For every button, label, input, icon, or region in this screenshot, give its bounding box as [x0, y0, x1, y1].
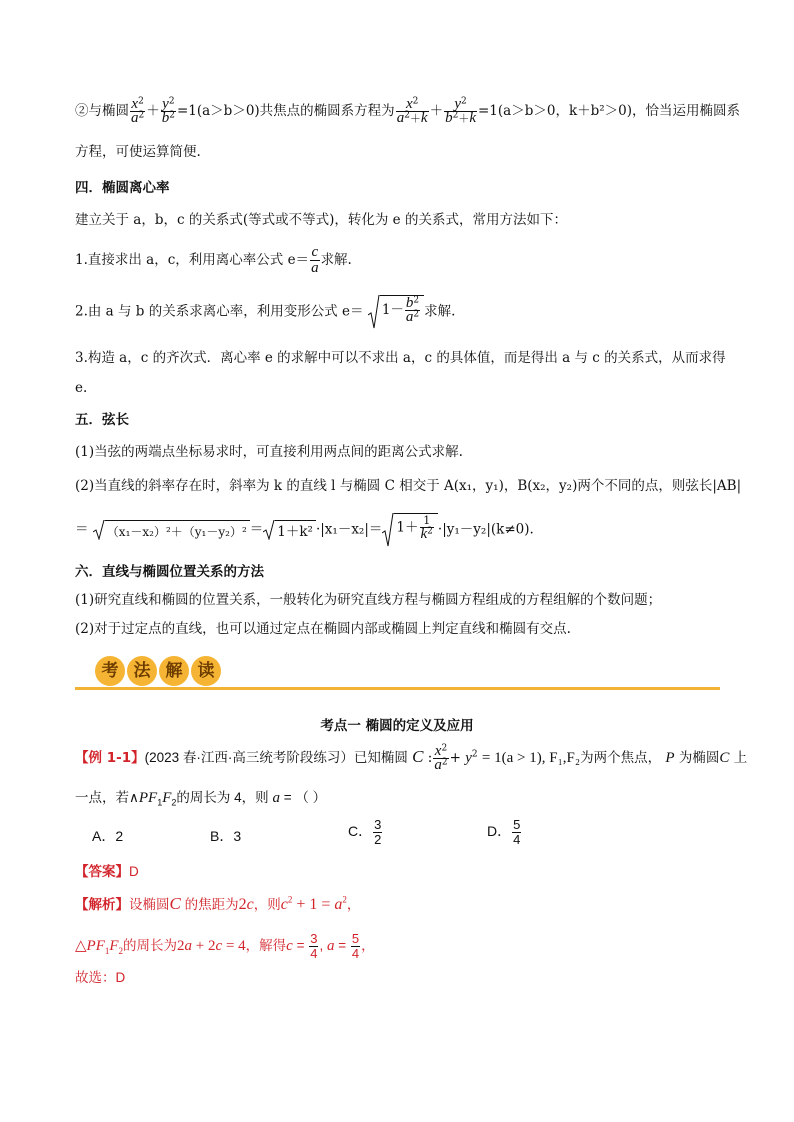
- s6-l1: (1)研究直线和椭圆的位置关系，一般转化为研究直线方程与椭圆方程组成的方程组解的个数问题；: [75, 592, 662, 608]
- text: ＝: [75, 521, 89, 538]
- text: 一点，若: [75, 790, 129, 805]
- fraction: $\frac{x^2}{a^2+k}$: [396, 96, 428, 126]
- text: ②与椭圆: [75, 103, 129, 119]
- option-b[interactable]: [210, 826, 241, 846]
- answer-line: [75, 862, 139, 882]
- text: 的周长为 4，则: [176, 790, 269, 805]
- fraction: [512, 818, 521, 847]
- text: 求解.: [320, 252, 352, 268]
- s6-l2: (2)对于过定点的直线，也可以通过定点在椭圆内部或椭圆上判定直线和椭圆有交点.: [75, 621, 571, 637]
- banner-char: 读: [191, 656, 221, 686]
- text: 1.直接求出 a，c，利用离心率公式 e＝: [75, 252, 310, 268]
- option-label: B．3: [210, 828, 242, 844]
- text: ·|y₁－y₂|(k≠0).: [437, 521, 534, 538]
- sqrt: 1－ $\frac{b^2}{a^2}$: [368, 295, 424, 329]
- text: 的周长为: [123, 938, 178, 954]
- option-label: C．: [348, 823, 373, 840]
- text: =1(a＞b＞0)共焦点的椭圆系方程为: [176, 103, 395, 119]
- s4-method3: 3.构造 a，c 的齐次式．离心率 e 的求解中可以不求出 a，c 的具体值，而是得出 a 与 c 的关系式，从而求得: [75, 350, 726, 366]
- kaodian-title: 考点一 椭圆的定义及应用: [320, 718, 474, 734]
- fraction: $\frac{y^2}{b^2+k}$: [445, 96, 476, 126]
- fraction: $\frac{b^2}{a^2}$: [405, 295, 420, 325]
- analysis-tag: 【解析】: [75, 897, 129, 913]
- fraction: $\frac{3}{4}$: [310, 931, 318, 961]
- text: ，解得: [245, 938, 287, 954]
- banner-char: 法: [127, 656, 157, 686]
- fraction: $\frac{y^2}{b^2}$: [161, 96, 175, 126]
- text: (2023 春·江西·高三统考阶段练习）已知椭圆: [144, 750, 408, 765]
- text: ，则: [253, 897, 281, 912]
- denominator: 2: [374, 832, 382, 847]
- banner-rule: [75, 687, 720, 690]
- radicand: 1＋k²: [275, 520, 316, 542]
- analysis-final: 故选：D: [75, 970, 126, 985]
- fraction: $\frac{c}{a}$: [311, 244, 319, 276]
- text: 为两个焦点，: [580, 750, 662, 765]
- option-d[interactable]: [487, 818, 522, 847]
- fraction: $\frac{1}{k^2}$: [420, 514, 433, 542]
- text: =1(a＞b＞0，k＋b²＞0)，恰当运用椭圆系: [478, 103, 741, 119]
- s4-method2: [75, 295, 455, 329]
- chord-formula: [75, 513, 534, 547]
- analysis-line2: $\triangle PF_1F_2$的周长为2a + 2c = 4，解得c = $\frac{3}{4}$ , a = $\frac{5}{4}$ ，: [75, 931, 375, 961]
- text: （ ）: [295, 790, 327, 805]
- answer-tag: 【答案】: [75, 864, 129, 880]
- numerator: 3: [374, 817, 382, 832]
- text: 上: [733, 750, 748, 765]
- option-a[interactable]: [92, 826, 123, 846]
- text: 设椭圆: [129, 897, 170, 912]
- section-heading-5: 五．弦长: [75, 412, 129, 428]
- ellipse-family-line: ②与椭圆 $\frac{x^2}{a^2}$ ＋ $\frac{y^2}{b^2}$ =1(a＞b＞0)共焦点的椭圆系方程为 $\frac{x^2}{a^2+k}$ ＋ $\frac{y^2}{b^2+k}$ =1(a＞b＞0，k＋b²＞0)，恰当运用椭圆系: [75, 96, 741, 126]
- text: 2.由 a 与 b 的关系求离心率，利用变形公式 e＝: [75, 303, 364, 320]
- text: ，: [361, 938, 375, 954]
- text: 的焦距为: [184, 897, 239, 912]
- sqrt: [93, 520, 250, 540]
- banner-char: 考: [95, 656, 125, 686]
- section-heading-4: 四．椭圆离心率: [75, 180, 170, 196]
- s5-l1: (1)当弦的两端点坐标易求时，可直接利用两点间的距离公式求解.: [75, 444, 463, 460]
- banner-char: 解: [159, 656, 189, 686]
- denominator: 4: [513, 832, 521, 847]
- example-line2: 一点，若$\wedge PF_1F_2$的周长为 4，则 a = （ ）: [75, 790, 327, 808]
- fraction: $\frac{5}{4}$: [351, 931, 360, 961]
- example-line1: 【例 1-1】(2023 春·江西·高三统考阶段练习）已知椭圆 C : $\frac{x^2}{a^2}$ + $y^2 = 1(a > 1)$, F₁,F₂为两个焦点， P 为椭圆C 上: [75, 743, 748, 773]
- fraction: [373, 818, 382, 847]
- text: 为椭圆: [678, 750, 720, 765]
- option-label: D．: [487, 823, 512, 840]
- s5-l2: (2)当直线的斜率存在时，斜率为 k 的直线 l 与椭圆 C 相交于 A(x₁，y₁)，B(x₂，y₂)两个不同的点，则弦长|AB|: [75, 478, 742, 494]
- answer-value: D: [129, 864, 139, 879]
- s4-method1: [75, 245, 352, 276]
- text: ·|x₁－x₂|＝: [315, 521, 383, 538]
- numerator: 5: [513, 817, 521, 832]
- s4-intro: 建立关于 a，b，c 的关系式(等式或不等式)，转化为 e 的关系式，常用方法如下：: [75, 212, 567, 228]
- text: 求解.: [424, 303, 456, 320]
- option-c[interactable]: [348, 818, 383, 847]
- example-tag: 【例 1-1】: [75, 750, 145, 766]
- text: ＝: [249, 521, 264, 538]
- sqrt: [263, 520, 316, 540]
- radicand: （x₁－x₂）²＋（y₁－y₂）²: [105, 520, 250, 542]
- analysis-line1: 【解析】设椭圆C 的焦距为2c，则$c^2 + 1 = a^2$，: [75, 894, 361, 913]
- s4-method3b: e.: [75, 380, 88, 396]
- fraction: $\frac{x^2}{a^2}$: [434, 743, 448, 773]
- option-label: A．2: [92, 828, 124, 844]
- section-heading-6: 六．直线与椭圆位置关系的方法: [75, 564, 264, 580]
- section-banner: [75, 654, 720, 690]
- fraction: $\frac{x^2}{a^2}$: [131, 96, 145, 126]
- equation: = 1(a > 1), F₁,F₂: [481, 750, 581, 766]
- text: ，: [346, 897, 361, 912]
- ellipse-family-line2: 方程，可使运算简便.: [75, 144, 201, 160]
- sqrt: 1＋ $\frac{1}{k^2}$: [382, 513, 438, 547]
